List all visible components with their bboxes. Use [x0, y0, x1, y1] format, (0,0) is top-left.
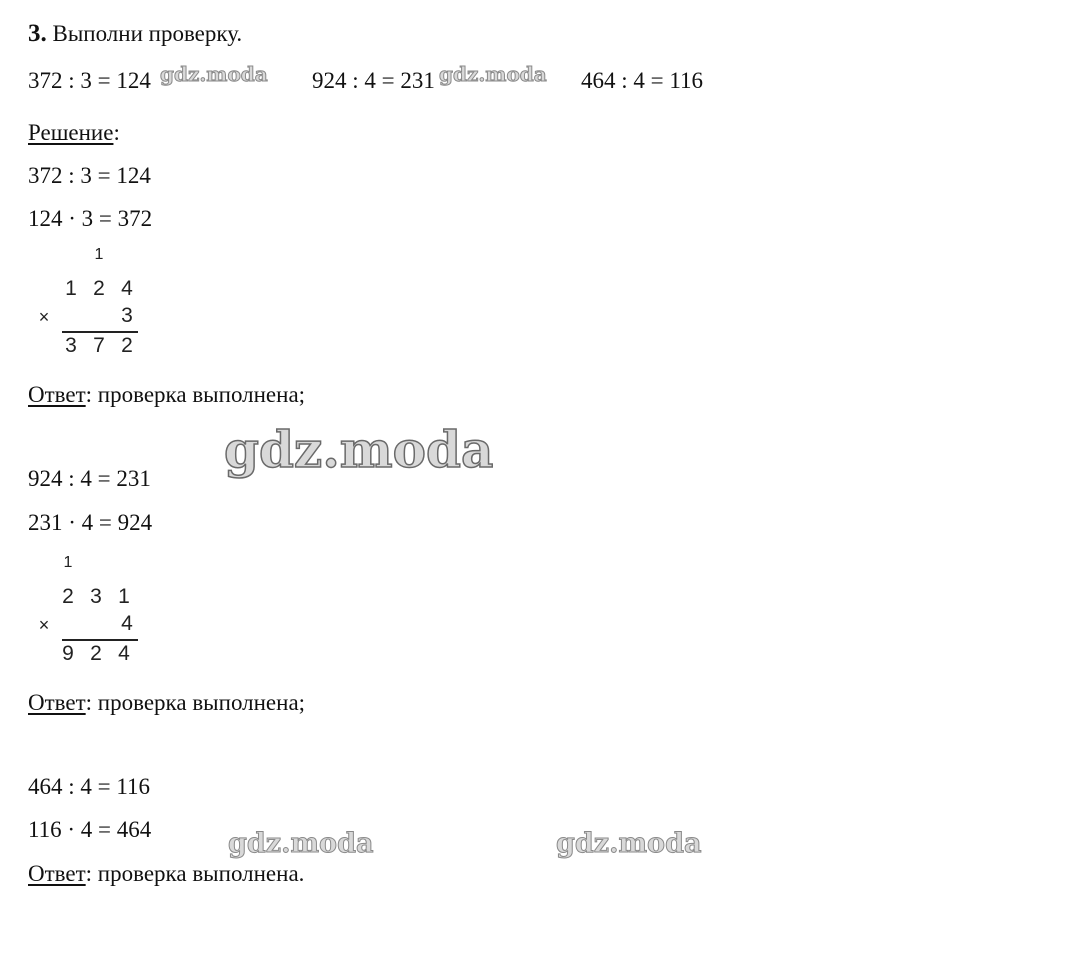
block3-multiplication: 116 · 4 = 464: [28, 817, 152, 842]
task-example-1: 372 : 3 = 124: [28, 68, 151, 93]
block2-multiplication: 231 · 4 = 924: [28, 510, 153, 535]
column-factor: 4: [121, 612, 133, 635]
solution-heading: [28, 119, 120, 147]
column-top-digit: 1: [65, 277, 77, 300]
column-top-digit: 1: [118, 585, 130, 608]
block1-column-multiplication: [34, 246, 154, 362]
answer-label: Ответ: [28, 382, 86, 407]
solution-label: Решение: [28, 120, 114, 145]
task-example-2: 924 : 4 = 231: [312, 68, 435, 93]
column-factor: 3: [121, 304, 133, 327]
block2-division: 924 : 4 = 231: [28, 466, 151, 491]
task-number: 3.: [28, 20, 47, 47]
block2-column-multiplication: [34, 554, 154, 670]
task-title: Выполни проверку.: [52, 21, 243, 46]
block1-division: 372 : 3 = 124: [28, 163, 151, 188]
column-result-digit: 4: [118, 642, 130, 665]
answer-text: : проверка выполнена;: [85, 382, 306, 407]
column-result-digit: 2: [121, 334, 133, 357]
answer-label: Ответ: [28, 690, 86, 715]
column-result-digit: 9: [62, 642, 74, 665]
column-carry: 1: [63, 554, 73, 571]
block1-answer: [28, 381, 305, 409]
column-carry: 1: [94, 246, 104, 263]
watermark: gdz.moda: [224, 420, 494, 479]
answer-text: : проверка выполнена.: [85, 861, 305, 886]
column-result-digit: 2: [90, 642, 102, 665]
times-sign: ×: [38, 615, 50, 635]
block3-division: 464 : 4 = 116: [28, 774, 151, 799]
watermark: gdz.moda: [556, 828, 702, 859]
column-top-digit: 4: [121, 277, 133, 300]
column-top-digit: 3: [90, 585, 102, 608]
column-rule: [62, 331, 138, 333]
column-result-digit: 3: [65, 334, 77, 357]
watermark: gdz.moda: [160, 62, 268, 86]
task-example-3: 464 : 4 = 116: [581, 68, 704, 93]
watermark: gdz.moda: [439, 62, 547, 86]
column-top-digit: 2: [62, 585, 74, 608]
column-result-digit: 7: [93, 334, 105, 357]
task-heading: [28, 20, 242, 48]
block2-answer: [28, 689, 305, 717]
block3-answer: [28, 860, 304, 888]
answer-text: : проверка выполнена;: [85, 690, 306, 715]
watermark: gdz.moda: [228, 828, 374, 859]
solution-colon: :: [113, 120, 120, 145]
times-sign: ×: [38, 307, 50, 327]
column-top-digit: 2: [93, 277, 105, 300]
column-rule: [62, 639, 138, 641]
answer-label: Ответ: [28, 861, 86, 886]
block1-multiplication: 124 · 3 = 372: [28, 206, 153, 231]
